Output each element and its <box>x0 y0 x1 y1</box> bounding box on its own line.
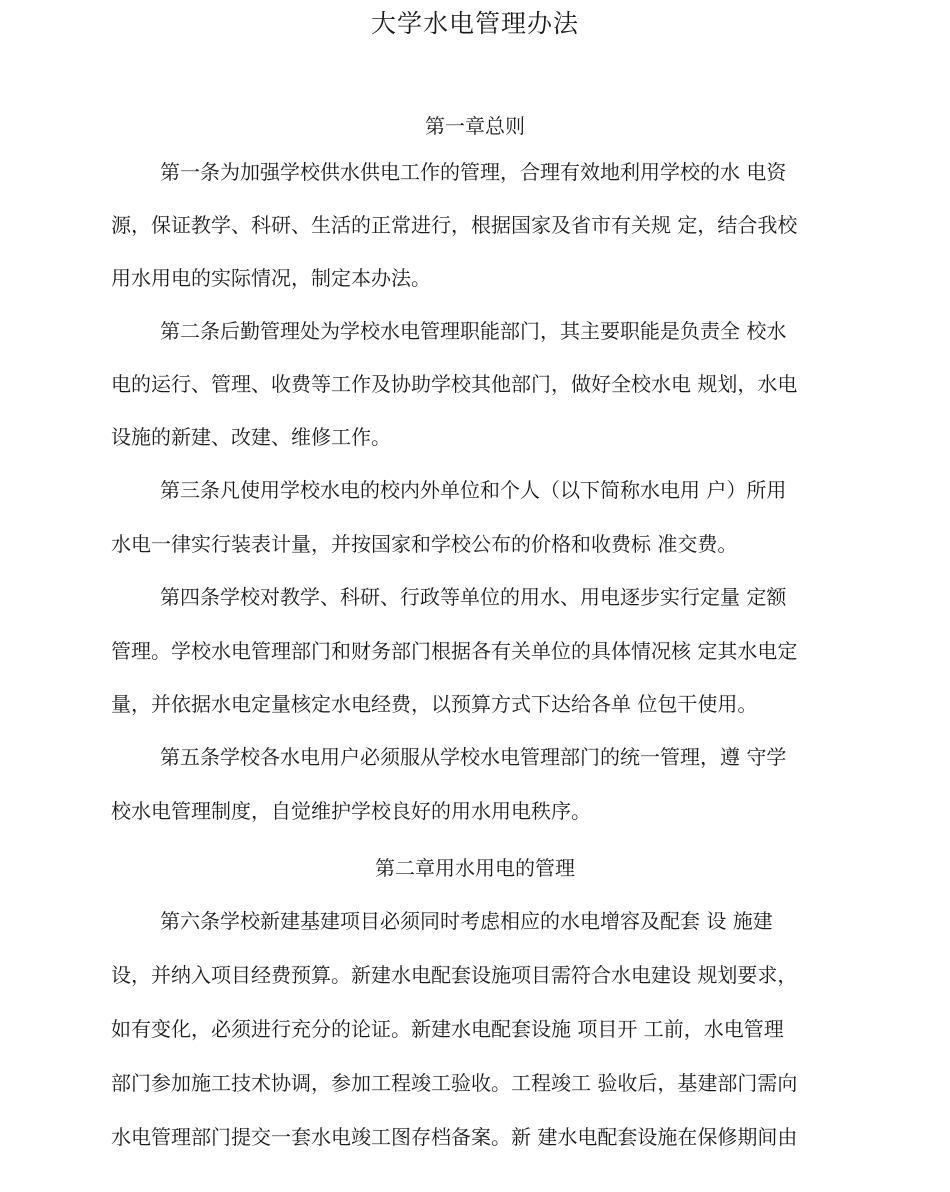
chapter-2-heading: 第二章用水用电的管理 <box>375 856 575 880</box>
article-6-line-1: 第六条学校新建基建项目必须同时考虑相应的水电增容及配套 设 施建 <box>160 909 773 933</box>
chapter-1-heading: 第一章总则 <box>425 114 525 138</box>
article-6-line-4: 部门参加施工技术协调，参加工程竣工验收。工程竣工 验收后，基建部门需向 <box>111 1071 798 1095</box>
article-1-line-1: 第一条为加强学校供水供电工作的管理，合理有效地利用学校的水 电资 <box>160 160 787 184</box>
article-4-line-3: 量，并依据水电定量核定水电经费，以预算方式下达给各单 位包干使用。 <box>111 692 758 716</box>
document-title: 大学水电管理办法 <box>370 9 579 38</box>
article-3-line-1: 第三条凡使用学校水电的校内外单位和个人（以下简称水电用 户）所用 <box>160 478 787 502</box>
article-2-line-1: 第二条后勤管理处为学校水电管理职能部门，其主要职能是负责全 校水 <box>160 319 787 343</box>
article-6-line-3: 如有变化，必须进行充分的论证。新建水电配套设施 项目开 工前，水电管理 <box>111 1017 784 1041</box>
article-3-line-2: 水电一律实行装表计量，并按国家和学校公布的价格和收费标 准交费。 <box>111 532 738 556</box>
article-2-line-2: 电的运行、管理、收费等工作及协助学校其他部门，做好全校水电 规划，水电 <box>111 372 798 396</box>
article-6-line-2: 设，并纳入项目经费预算。新建水电配套设施项目需符合水电建设 规划要求， <box>111 963 798 987</box>
article-4-line-1: 第四条学校对教学、科研、行政等单位的用水、用电逐步实行定量 定额 <box>160 585 787 609</box>
article-5-line-1: 第五条学校各水电用户必须服从学校水电管理部门的统一管理，遵 守学 <box>160 745 787 769</box>
article-1-line-2: 源，保证教学、科研、生活的正常进行，根据国家及省市有关规 定，结合我校 <box>111 213 798 237</box>
article-1-line-3: 用水用电的实际情况，制定本办法。 <box>111 266 431 290</box>
article-4-line-2: 管理。学校水电管理部门和财务部门根据各有关单位的具体情况核 定其水电定 <box>111 639 798 663</box>
article-2-line-3: 设施的新建、改建、维修工作。 <box>111 425 391 449</box>
article-5-line-2: 校水电管理制度，自觉维护学校良好的用水用电秩序。 <box>111 799 591 823</box>
article-6-line-5: 水电管理部门提交一套水电竣工图存档备案。新 建水电配套设施在保修期间由 <box>111 1125 798 1149</box>
